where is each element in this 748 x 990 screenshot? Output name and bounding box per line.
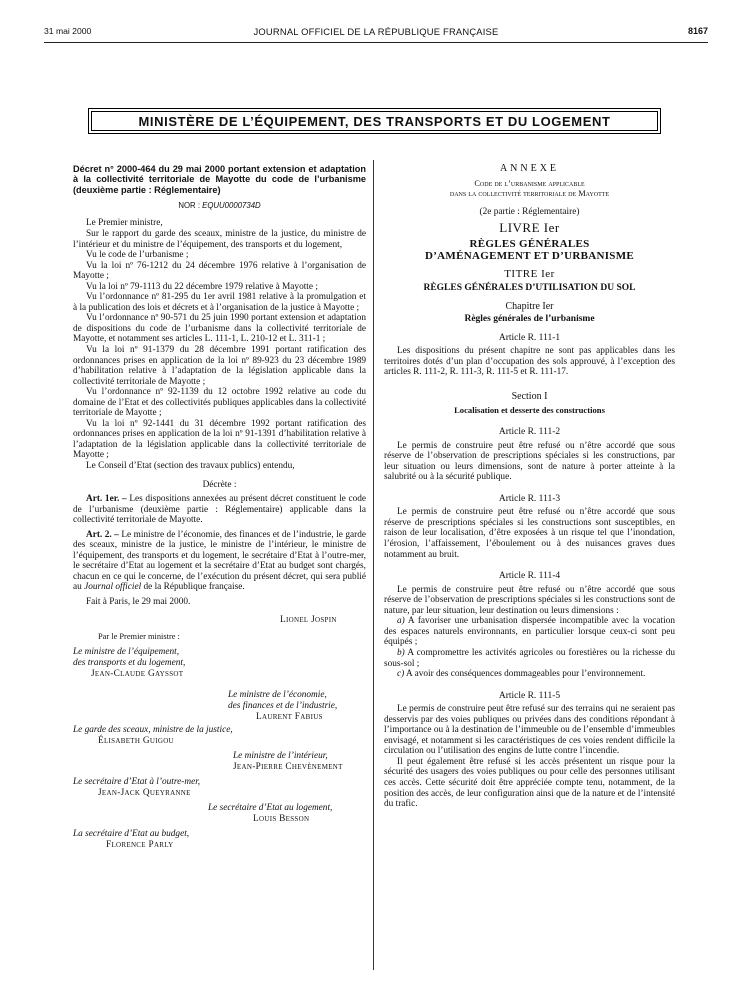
article-heading: Article R. 111-5 bbox=[498, 690, 561, 701]
signatory-1-name: Jean-Claude Gayssot bbox=[91, 668, 184, 679]
par-premier-ministre: Par le Premier ministre : bbox=[98, 631, 180, 641]
list-item-text: A compromettre les activités agricoles ou forestières ou la richesse du sous-sol ; bbox=[384, 647, 675, 669]
preamble-line: Vu la loi nº 92-1441 du 31 décembre 1992 portant ratification des ordonnances prises en application de la loi nº 91-1391 d’habilitation relative à l’adaptation de la législation applicable dans la collectivité territoriale de Mayotte ; bbox=[73, 418, 366, 461]
chapitre-heading: Chapitre Ier bbox=[505, 300, 554, 312]
preamble-line: Vu l’ordonnance nº 81-295 du 1er avril 1981 relative à la promulgation et à la publication des lois et décrets et à l’organisation de la justice à Mayotte ; bbox=[73, 292, 366, 313]
journal-officiel-ref: Journal officiel bbox=[84, 582, 142, 593]
article-2 bbox=[73, 530, 366, 593]
decrete-heading: Décrète : bbox=[202, 479, 237, 490]
pm-signature: Lionel Jospin bbox=[280, 614, 337, 625]
signatory-4-name: Jean-Pierre Chevènement bbox=[233, 761, 343, 772]
nor-reference bbox=[73, 201, 366, 212]
article-2-text: Le ministre de l’économie, des finances et de l’industrie, le garde des sceaux, ministre de la justice, le ministre de l’intérieur, le ministre de l’équipement, des transports et du logement, le secrétaire d’Etat à l’outre-mer, le secrétaire d’Etat au logement et la secrétaire d’Etat au budget sont chargés, chacun en ce qui le concerne, de l’exécution du présent décret, qui sera publié au bbox=[73, 529, 366, 593]
nor-label: NOR : bbox=[178, 200, 203, 210]
header-date: 31 mai 2000 bbox=[44, 26, 92, 36]
preamble-line: Sur le rapport du garde des sceaux, ministre de la justice, du ministre de l’intérieur et du ministre de l’équipement, des transports et du logement, bbox=[73, 228, 366, 250]
code-title-line-1: Code de l’urbanisme applicable bbox=[474, 178, 585, 188]
article-heading: Article R. 111-4 bbox=[498, 571, 561, 582]
titre-title: RÈGLES GÉNÉRALES D’UTILISATION DU SOL bbox=[423, 283, 636, 294]
section-heading: Section I bbox=[511, 391, 548, 403]
list-item-label: b) bbox=[397, 647, 405, 658]
article-text: Le permis de construire peut être refusé sur des terrains qui ne seraient pas desservis par des voies publiques ou privées dans des conditions répondant à l’importance ou à la destination de l’immeuble ou de l’ensemble d’immeubles envisagé, et notamment si les caractéristiques de ces voies rendent difficile la circulation ou l’utilisation des engins de lutte contre l’incendie. bbox=[384, 704, 675, 757]
header-page-number: 8167 bbox=[687, 26, 708, 36]
article-1 bbox=[73, 494, 366, 526]
nor-code: EQUU0000734D bbox=[202, 200, 261, 210]
signatory-3-title: Le garde des sceaux, ministre de la justice, bbox=[73, 724, 233, 735]
ministry-banner-text: MINISTÈRE DE L’ÉQUIPEMENT, DES TRANSPORTS ET DU LOGEMENT bbox=[91, 111, 658, 131]
column-separator bbox=[373, 160, 374, 970]
article-2-label: Art. 2. – bbox=[86, 529, 119, 540]
signatory-6-title: Le secrétaire d’Etat au logement, bbox=[208, 802, 333, 813]
signatory-1-title-2: des transports et du logement, bbox=[73, 657, 186, 668]
article-heading: Article R. 111-2 bbox=[498, 427, 561, 438]
signatory-6-name: Louis Besson bbox=[253, 813, 310, 824]
preamble-line: Le Conseil d’Etat (section des travaux publics) entendu, bbox=[86, 461, 295, 472]
list-item-text: A avoir des conséquences dommageables pour l’environnement. bbox=[404, 669, 646, 680]
article-text: Le permis de construire peut être refusé ou n’être accordé que sous réserve de prescriptions spéciales si les constructions sont susceptibles, en raison de leur localisation, d’être exposées à un risque tel que l’inondation, l’érosion, l’affaissement, l’éboulement ou à des nuisances graves dues notamment au bruit. bbox=[384, 507, 675, 560]
section-title: Localisation et desserte des constructions bbox=[454, 404, 605, 415]
signatory-3-name: Élisabeth Guigou bbox=[98, 735, 174, 746]
preamble-line: Vu l’ordonnance nº 90-571 du 25 juin 1990 portant extension et adaptation de dispositions du code de l’urbanisme dans la collectivité territoriale de Mayotte, et notamment ses articles L. 111-1, L. 210-12 et L. 311-1 ; bbox=[73, 313, 366, 345]
signatory-1-title: Le ministre de l’équipement, bbox=[73, 646, 180, 657]
signatory-4-title: Le ministre de l’intérieur, bbox=[233, 750, 328, 761]
preamble-line: Le Premier ministre, bbox=[86, 218, 163, 229]
article-text: Le permis de construire peut être refusé ou n’être accordé que sous réserve de l’observation de prescriptions spéciales si les constructions sont de nature, par leur situation, leur destination ou leurs dimensions : bbox=[384, 584, 675, 616]
signatory-7-title: La secrétaire d’Etat au budget, bbox=[73, 828, 190, 839]
article-2-end: de la République française. bbox=[141, 582, 245, 593]
livre-title-2: D’AMÉNAGEMENT ET D’URBANISME bbox=[424, 249, 635, 262]
article-heading: Article R. 111-1 bbox=[498, 332, 561, 343]
partie-label: (2e partie : Réglementaire) bbox=[479, 206, 580, 217]
annexe-heading: ANNEXE bbox=[499, 163, 560, 174]
article-heading: Article R. 111-3 bbox=[498, 493, 561, 504]
header-journal-title: JOURNAL OFFICIEL DE LA RÉPUBLIQUE FRANÇAISE bbox=[253, 26, 499, 37]
article-text: Il peut également être refusé si les accès présentent un risque pour la sécurité des usagers des voies publiques ou pour celle des personnes utilisant ces accès. Cette sécurité doit être appréciée compte tenu, notamment, de la position des accès, de leur configuration ainsi que de la nature et de l’intensité du trafic. bbox=[384, 756, 675, 810]
page-header bbox=[44, 26, 708, 40]
preamble-line: Vu la loi nº 79-1113 du 22 décembre 1979 relative à Mayotte ; bbox=[86, 281, 318, 292]
list-item-label: a) bbox=[397, 616, 405, 627]
livre-title-1: RÈGLES GÉNÉRALES bbox=[469, 237, 590, 250]
signatory-2-title: Le ministre de l’économie, bbox=[228, 689, 327, 700]
article-text: Les dispositions du présent chapitre ne sont pas applicables dans les territoires dotés d’un plan d’occupation des sols approuvé, à l’exception des articles R. 111-2, R. 111-3, R. 111-5 et R. 111-17. bbox=[384, 346, 675, 378]
signatory-2-title-2: des finances et de l’industrie, bbox=[228, 700, 338, 711]
preamble-line: Vu le code de l’urbanisme ; bbox=[86, 250, 189, 261]
preamble-line: Vu la loi nº 91-1379 du 28 décembre 1991 portant ratification des ordonnances prises en application de la loi nº 89-923 du 23 décembre 1989 d’habilitation relative à l’adaptation de la législation applicable dans la collectivité territoriale de Mayotte ; bbox=[73, 345, 366, 387]
header-rule bbox=[44, 42, 708, 43]
list-item-text: A favoriser une urbanisation dispersée incompatible avec la vocation des espaces naturels environnants, en particulier lorsque ceux-ci sont peu équipés ; bbox=[384, 616, 675, 648]
livre-heading: LIVRE Ier bbox=[499, 220, 560, 236]
list-item bbox=[384, 669, 675, 680]
list-item-label: c) bbox=[397, 669, 405, 680]
titre-heading: TITRE Ier bbox=[504, 267, 555, 280]
signatory-2-name: Laurent Fabius bbox=[256, 711, 323, 722]
ministry-banner bbox=[88, 108, 661, 134]
signatory-5-name: Jean-Jack Queyranne bbox=[98, 787, 191, 798]
article-1-text: Les dispositions annexées au présent décret constituent le code de l’urbanisme (deuxième partie : Réglementaire) applicable dans la collectivité territoriale de Mayotte. bbox=[73, 494, 366, 526]
chapitre-title: Règles générales de l’urbanisme bbox=[464, 314, 595, 325]
preamble-line: Vu la loi nº 76-1212 du 24 décembre 1976 relative à l’organisation de Mayotte ; bbox=[73, 260, 366, 282]
right-column bbox=[384, 164, 675, 810]
signatory-5-title: Le secrétaire d’Etat à l’outre-mer, bbox=[73, 776, 201, 787]
left-column bbox=[73, 164, 366, 851]
fait-a-paris: Fait à Paris, le 29 mai 2000. bbox=[86, 597, 191, 608]
code-title-line-2: dans la collectivité territoriale de Mayotte bbox=[449, 188, 610, 198]
list-item bbox=[384, 648, 675, 669]
list-item bbox=[384, 616, 675, 648]
signatory-7-name: Florence Parly bbox=[106, 839, 174, 850]
article-1-label: Art. 1er. – bbox=[86, 494, 127, 505]
article-text: Le permis de construire peut être refusé ou n’être accordé que sous réserve de l’observation de prescriptions spéciales si les constructions, par leur situation ou leurs dimensions, sont de nature à porter atteinte à la salubrité ou à la sécurité publique. bbox=[384, 440, 675, 483]
decree-title: Décret n° 2000-464 du 29 mai 2000 portant extension et adaptation à la collectivité territoriale de Mayotte du code de l’urbanisme (deuxième partie : Réglementaire) bbox=[73, 164, 366, 195]
preamble-line: Vu l’ordonnance nº 92-1139 du 12 octobre 1992 relative au code du domaine de l’Etat et des collectivités publiques applicables dans la collectivité territoriale de Mayotte ; bbox=[73, 387, 366, 419]
